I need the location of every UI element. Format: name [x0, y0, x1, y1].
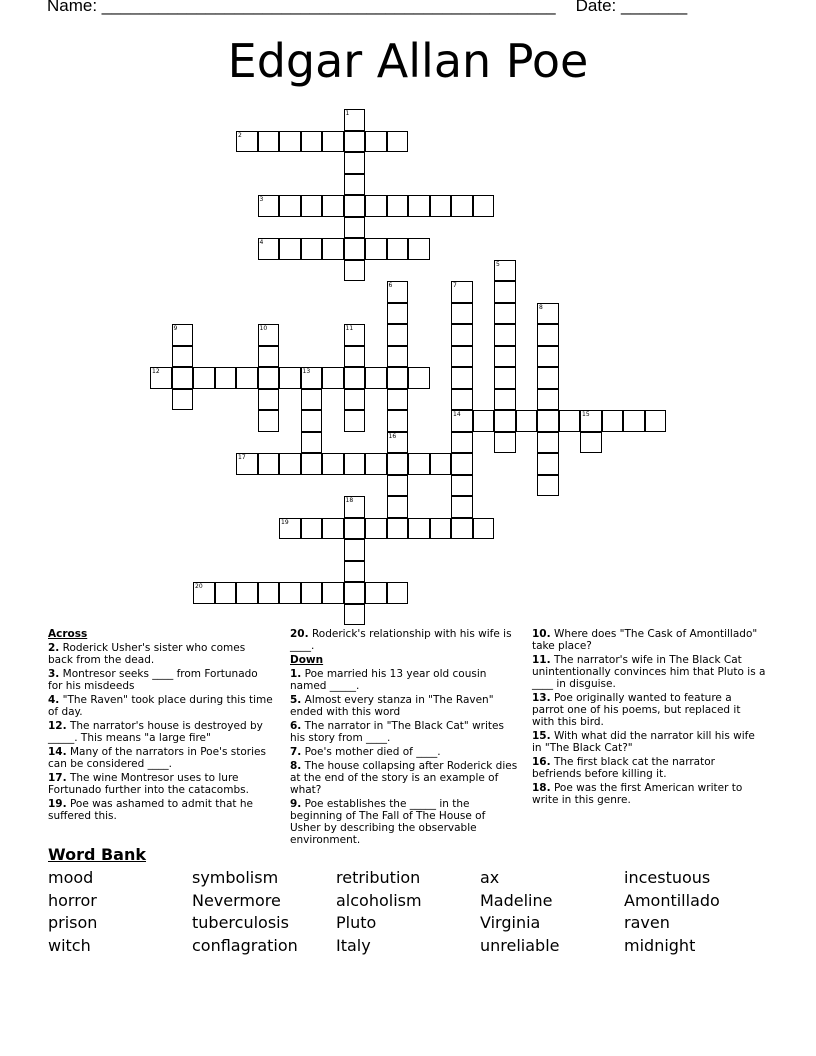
clue-text: Poe was ashamed to admit that he suffered this.: [48, 798, 253, 822]
crossword-cell[interactable]: [559, 410, 581, 432]
clue-item: [532, 628, 766, 652]
clue-text: Poe was the first American writer to write in this genre.: [532, 782, 743, 806]
page-title: Edgar Allan Poe: [227, 34, 589, 88]
clue-number: 14: [453, 411, 461, 418]
clue-text: Montresor seeks ____ from Fortunado for his misdeeds: [48, 668, 258, 692]
crossword-cell[interactable]: [451, 346, 473, 368]
crossword-cell[interactable]: [258, 131, 280, 153]
clue-number: 8: [539, 303, 543, 311]
word-bank-word: conflagration: [192, 936, 298, 956]
crossword-cell[interactable]: [494, 260, 516, 282]
crossword-cell[interactable]: [215, 582, 237, 604]
crossword-cell[interactable]: [387, 475, 409, 497]
clue-item: [532, 730, 766, 754]
clue-item: [48, 798, 273, 822]
crossword-cell[interactable]: [365, 238, 387, 260]
clue-number: 4.: [48, 694, 60, 706]
crossword-cell[interactable]: [344, 582, 366, 604]
crossword-cell[interactable]: [365, 453, 387, 475]
clues-column-3: [532, 628, 766, 808]
crossword-cell[interactable]: [365, 131, 387, 153]
crossword-cell[interactable]: [344, 389, 366, 411]
clue-text: The house collapsing after Roderick dies at the end of the story is an example of what?: [290, 760, 518, 796]
clue-number: 20.: [290, 628, 309, 640]
crossword-cell[interactable]: [344, 346, 366, 368]
word-bank-word: mood: [48, 868, 94, 887]
crossword-cell[interactable]: [451, 281, 473, 303]
word-bank-title: Word Bank: [48, 845, 147, 864]
crossword-cell[interactable]: [258, 324, 280, 346]
clue-number: 13.: [532, 692, 551, 704]
crossword-cell[interactable]: [387, 238, 409, 260]
clue-number: 9: [173, 325, 178, 332]
crossword-cell[interactable]: [537, 432, 559, 454]
clue-text: Roderick Usher's sister who comes back from the dead.: [48, 642, 246, 666]
clue-text: With what did the narrator kill his wife in "The Black Cat?": [532, 730, 755, 754]
crossword-cell[interactable]: [451, 389, 473, 411]
word-bank-word: unreliable: [480, 936, 560, 956]
crossword-cell[interactable]: [301, 195, 323, 217]
word-bank-word: tuberculosis: [192, 913, 289, 933]
crossword-cell[interactable]: [537, 453, 559, 475]
crossword-cell[interactable]: [494, 281, 516, 303]
crossword-cell[interactable]: [301, 410, 323, 432]
clue-item: [48, 642, 273, 666]
word-bank-word: retribution: [336, 868, 421, 887]
crossword-cell[interactable]: [408, 238, 430, 260]
crossword-cell[interactable]: [258, 238, 280, 260]
crossword-cell[interactable]: [301, 131, 323, 153]
crossword-cell[interactable]: [236, 367, 258, 389]
clues-column-2: [290, 628, 518, 848]
crossword-cell[interactable]: [451, 432, 473, 454]
crossword-cell[interactable]: [537, 346, 559, 368]
clue-text: Where does "The Cask of Amontillado" take place?: [532, 628, 758, 652]
crossword-cell[interactable]: [494, 367, 516, 389]
clue-number: 12.: [48, 720, 67, 732]
crossword-cell[interactable]: [602, 410, 624, 432]
clue-item: [532, 654, 766, 690]
crossword-cell[interactable]: [387, 131, 409, 153]
crossword-cell[interactable]: [344, 539, 366, 561]
crossword-cell[interactable]: [193, 582, 215, 604]
crossword-cell[interactable]: [451, 303, 473, 325]
crossword-cell[interactable]: [580, 432, 602, 454]
clue-number: 10: [259, 325, 268, 332]
crossword-cell[interactable]: [258, 582, 280, 604]
crossword-cell[interactable]: [344, 453, 366, 475]
crossword-cell[interactable]: [537, 367, 559, 389]
crossword-cell[interactable]: [408, 453, 430, 475]
word-bank-word: incestuous: [624, 868, 711, 887]
clue-text: The narrator in "The Black Cat" writes his story from ____.: [290, 720, 504, 744]
clue-number: 20: [195, 583, 203, 590]
crossword-cell[interactable]: [215, 367, 237, 389]
crossword-cell[interactable]: [344, 131, 366, 153]
word-bank-word: Pluto: [336, 913, 377, 933]
crossword-cell[interactable]: [322, 195, 344, 217]
clue-item: [290, 760, 518, 796]
crossword-cell[interactable]: [387, 453, 409, 475]
crossword-cell[interactable]: [279, 238, 301, 260]
clue-item: [48, 694, 273, 718]
crossword-cell[interactable]: [387, 389, 409, 411]
crossword-cell[interactable]: [322, 518, 344, 540]
crossword-cell[interactable]: [387, 281, 409, 303]
crossword-cell[interactable]: [408, 518, 430, 540]
crossword-cell[interactable]: [344, 260, 366, 282]
clue-number: 14.: [48, 746, 67, 758]
crossword-cell[interactable]: [301, 367, 323, 389]
crossword-cell[interactable]: [408, 195, 430, 217]
crossword-cell[interactable]: [236, 582, 258, 604]
clue-number: 10.: [532, 628, 551, 640]
crossword-cell[interactable]: [365, 518, 387, 540]
crossword-cell[interactable]: [473, 410, 495, 432]
clue-number: 19.: [48, 798, 67, 810]
crossword-cell[interactable]: [258, 367, 280, 389]
crossword-cell[interactable]: [387, 410, 409, 432]
word-bank-word: Nevermore: [192, 890, 281, 910]
clue-number: 3: [259, 196, 264, 203]
crossword-cell[interactable]: [344, 410, 366, 432]
clue-text: The narrator's house is destroyed by _____. This means "a large fire": [48, 720, 263, 744]
word-bank-word: prison: [48, 913, 98, 933]
clue-number: 6.: [290, 720, 302, 732]
clue-item: [290, 694, 518, 718]
crossword-cell[interactable]: [258, 453, 280, 475]
crossword-cell[interactable]: [279, 518, 301, 540]
clue-item: [48, 746, 273, 770]
clue-number: 4: [259, 239, 264, 246]
crossword-cell[interactable]: [279, 131, 301, 153]
crossword-cell[interactable]: [301, 238, 323, 260]
crossword-cell[interactable]: [387, 496, 409, 518]
clue-text: The narrator's wife in The Black Cat unintentionally convinces him that Pluto is a ____ in disguise.: [532, 654, 766, 690]
crossword-cell[interactable]: [494, 389, 516, 411]
clue-number: 2.: [48, 642, 60, 654]
crossword-cell[interactable]: [322, 131, 344, 153]
clue-number: 11: [345, 325, 354, 332]
crossword-cell[interactable]: [516, 410, 538, 432]
clue-number: 18.: [532, 782, 551, 794]
word-bank-word: Virginia: [480, 913, 541, 933]
crossword-cell[interactable]: [387, 346, 409, 368]
clue-text: Almost every stanza in "The Raven" ended with this word: [290, 694, 494, 718]
clue-text: "The Raven" took place during this time of day.: [48, 694, 273, 718]
crossword-cell[interactable]: [387, 582, 409, 604]
word-bank-word: symbolism: [192, 868, 279, 887]
crossword-cell[interactable]: [344, 109, 366, 131]
crossword-cell[interactable]: [387, 303, 409, 325]
clue-number: 11.: [532, 654, 551, 666]
word-bank-word: ax: [480, 868, 500, 887]
clue-text: The wine Montresor uses to lure Fortunado further into the catacombs.: [48, 772, 249, 796]
crossword-cell[interactable]: [537, 324, 559, 346]
name-date-header: [47, 0, 687, 16]
crossword-cell[interactable]: [301, 518, 323, 540]
crossword-cell[interactable]: [473, 195, 495, 217]
crossword-cell[interactable]: [344, 367, 366, 389]
clue-number: 3.: [48, 668, 60, 680]
clue-number: 5: [496, 260, 500, 268]
crossword-cell[interactable]: [451, 367, 473, 389]
crossword-cell[interactable]: [451, 410, 473, 432]
crossword-cell[interactable]: [645, 410, 667, 432]
crossword-cell[interactable]: [301, 582, 323, 604]
crossword-cell[interactable]: [344, 496, 366, 518]
clue-item: [48, 772, 273, 796]
crossword-cell[interactable]: [387, 367, 409, 389]
crossword-cell[interactable]: [537, 410, 559, 432]
crossword-cell[interactable]: [451, 475, 473, 497]
word-bank-word: Amontillado: [624, 890, 720, 910]
crossword-cell[interactable]: [430, 195, 452, 217]
crossword-cell[interactable]: [258, 195, 280, 217]
crossword-cell[interactable]: [301, 389, 323, 411]
crossword-cell[interactable]: [365, 582, 387, 604]
clue-number: 7.: [290, 746, 302, 758]
crossword-cell[interactable]: [344, 174, 366, 196]
crossword-cell[interactable]: [236, 453, 258, 475]
crossword-cell[interactable]: [322, 582, 344, 604]
clue-number: 17: [238, 454, 246, 461]
crossword-cell[interactable]: [150, 367, 172, 389]
word-bank-word: Italy: [336, 936, 371, 956]
clue-number: 17.: [48, 772, 67, 784]
clue-number: 15.: [532, 730, 551, 742]
crossword-cell[interactable]: [580, 410, 602, 432]
crossword-cell[interactable]: [473, 518, 495, 540]
clue-item: [48, 720, 273, 744]
word-bank-word: horror: [48, 890, 97, 910]
crossword-cell[interactable]: [537, 389, 559, 411]
clue-text: Many of the narrators in Poe's stories can be considered ____.: [48, 746, 266, 770]
clue-number: 16: [388, 432, 397, 440]
clue-number: 13: [302, 368, 311, 375]
clue-item: [290, 746, 518, 758]
crossword-cell[interactable]: [322, 238, 344, 260]
clue-number: 8.: [290, 760, 302, 772]
clue-number: 5.: [290, 694, 302, 706]
clue-text: Poe establishes the _____ in the beginning of The Fall of The House of Usher by describing the observable environment.: [290, 798, 486, 846]
crossword-cell[interactable]: [430, 453, 452, 475]
crossword-cell[interactable]: [451, 195, 473, 217]
crossword-cell[interactable]: [494, 410, 516, 432]
crossword-cell[interactable]: [365, 195, 387, 217]
clue-item: [290, 720, 518, 744]
crossword-cell[interactable]: [408, 367, 430, 389]
crossword-cell[interactable]: [451, 496, 473, 518]
crossword-cell[interactable]: [322, 453, 344, 475]
clue-number: 19: [281, 518, 289, 526]
crossword-cell[interactable]: [387, 324, 409, 346]
crossword-cell[interactable]: [258, 410, 280, 432]
clue-number: 9.: [290, 798, 302, 810]
clue-number: 18: [345, 497, 354, 504]
crossword-cell[interactable]: [172, 324, 194, 346]
crossword-cell[interactable]: [344, 217, 366, 239]
word-bank-word: witch: [48, 936, 91, 956]
clue-number: 6: [388, 282, 393, 289]
clue-number: 1.: [290, 668, 302, 680]
clue-number: 7: [453, 282, 457, 289]
clue-item: [532, 756, 766, 780]
crossword-cell[interactable]: [387, 518, 409, 540]
crossword-cell[interactable]: [301, 453, 323, 475]
crossword-cell[interactable]: [301, 432, 323, 454]
crossword-cell[interactable]: [279, 453, 301, 475]
word-bank-word: alcoholism: [336, 890, 422, 910]
crossword-cell[interactable]: [344, 324, 366, 346]
clue-text: Poe's mother died of ____.: [301, 746, 441, 758]
crossword-cell[interactable]: [258, 346, 280, 368]
crossword-cell[interactable]: [365, 367, 387, 389]
crossword-cell[interactable]: [623, 410, 645, 432]
crossword-cell[interactable]: [172, 367, 194, 389]
clue-text: Poe originally wanted to feature a parrot one of his poems, but replaced it with this bird.: [532, 692, 741, 728]
date-field-label[interactable]: Date: _______: [575, 0, 688, 15]
clues-column-1: [48, 628, 273, 824]
crossword-cell[interactable]: [322, 367, 344, 389]
crossword-cell[interactable]: [494, 432, 516, 454]
crossword-cell[interactable]: [537, 475, 559, 497]
crossword-cell[interactable]: [451, 324, 473, 346]
crossword-cell[interactable]: [279, 582, 301, 604]
clue-item: [48, 668, 273, 692]
word-bank-word: raven: [624, 913, 670, 933]
crossword-cell[interactable]: [387, 195, 409, 217]
crossword-cell[interactable]: [344, 518, 366, 540]
crossword-cell[interactable]: [494, 324, 516, 346]
crossword-cell[interactable]: [344, 238, 366, 260]
clue-item: [532, 692, 766, 728]
crossword-cell[interactable]: [172, 346, 194, 368]
crossword-cell[interactable]: [193, 367, 215, 389]
crossword-cell[interactable]: [236, 131, 258, 153]
clue-item: [532, 782, 766, 806]
crossword-cell[interactable]: [451, 453, 473, 475]
clue-text: Roderick's relationship with his wife is ____.: [290, 628, 512, 652]
clue-number: 15: [582, 411, 590, 418]
crossword-cell[interactable]: [258, 389, 280, 411]
clue-text: Poe married his 13 year old cousin named _____.: [290, 668, 487, 692]
crossword-cell[interactable]: [344, 561, 366, 583]
clue-text: The first black cat the narrator befriends before killing it.: [532, 756, 715, 780]
crossword-cell[interactable]: [451, 518, 473, 540]
clue-item: [290, 798, 518, 846]
crossword-cell[interactable]: [344, 152, 366, 174]
clue-number: 16.: [532, 756, 551, 768]
crossword-cell[interactable]: [344, 604, 366, 626]
word-bank-word: midnight: [624, 936, 696, 956]
clue-number: 1: [345, 110, 350, 117]
crossword-cell[interactable]: [430, 518, 452, 540]
crossword-cell[interactable]: [494, 346, 516, 368]
crossword-cell[interactable]: [279, 367, 301, 389]
crossword-cell[interactable]: [172, 389, 194, 411]
clue-number: 2: [238, 131, 242, 139]
crossword-cell[interactable]: [494, 303, 516, 325]
crossword-cell[interactable]: [344, 195, 366, 217]
clue-item: [290, 628, 518, 652]
clue-number: 12: [152, 368, 160, 375]
name-field-label[interactable]: Name: ________________________________________________: [47, 0, 556, 15]
crossword-cell[interactable]: [279, 195, 301, 217]
word-bank-word: Madeline: [480, 890, 553, 910]
clue-section-heading: Across: [48, 628, 88, 640]
clue-section-heading: Down: [290, 654, 324, 666]
crossword-cell[interactable]: [387, 432, 409, 454]
crossword-cell[interactable]: [537, 303, 559, 325]
clue-item: [290, 668, 518, 692]
